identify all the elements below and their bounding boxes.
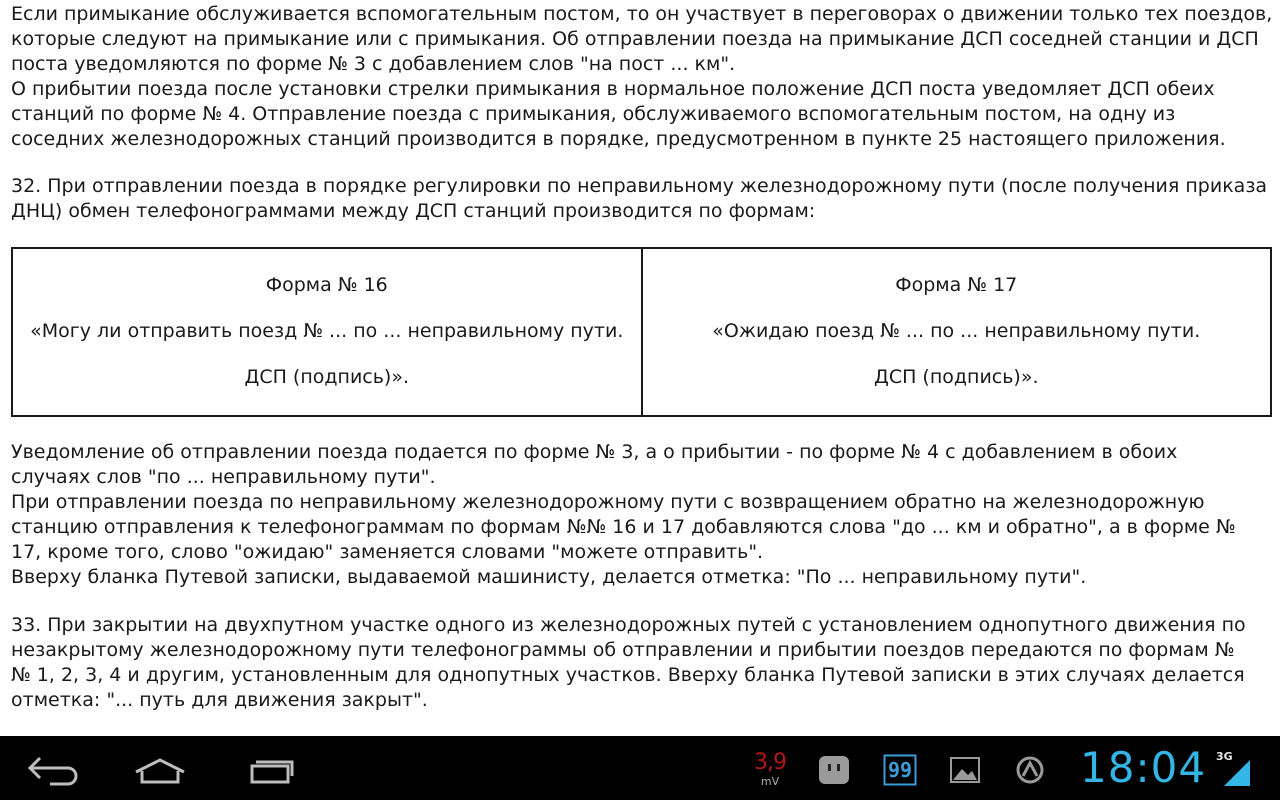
- form-16-title: Форма № 16: [265, 274, 388, 296]
- form-17-signature: ДСП (подпись)».: [873, 366, 1039, 388]
- text-line: Уведомление об отправлении поезда подается по форме № 3, а о прибытии - по форме № 4 с добавлением в обоих: [11, 441, 1178, 463]
- signal-strength-icon[interactable]: [1216, 750, 1256, 788]
- system-bar: [0, 736, 1280, 800]
- cpu-monitor-value: 3,9: [754, 750, 786, 775]
- badge-count: 99: [887, 758, 913, 782]
- form-16-text: «Могу ли отправить поезд № ... по ... неправильному пути.: [30, 320, 624, 342]
- home-button[interactable]: [114, 744, 204, 792]
- form-17-title: Форма № 17: [895, 274, 1018, 296]
- back-arrow-icon: [10, 744, 100, 792]
- talk-bubble-shape: [817, 754, 851, 786]
- text-line: соседних железнодорожных станций производится в порядке, предусмотренном в пункте 25 настоящего приложения.: [11, 128, 1226, 150]
- cpu-monitor-unit: mV: [760, 775, 780, 788]
- form-16-cell: [13, 249, 641, 415]
- form-16-signature: ДСП (подпись)».: [244, 366, 410, 388]
- paragraph-32: [11, 174, 1273, 224]
- avast-icon[interactable]: [1013, 754, 1047, 786]
- form-17-cell: [641, 249, 1271, 415]
- text-line: 17, кроме того, слово "ожидаю" заменяется словами "можете отправить".: [11, 541, 764, 563]
- talk-bubble-icon[interactable]: [817, 754, 851, 786]
- text-line: О прибытии поезда после установки стрелки примыкания в нормальное положение ДСП поста уведомляет ДСП обеих: [11, 78, 1215, 100]
- text-line: ДНЦ) обмен телефонограммами между ДСП станций производится по формам:: [11, 200, 816, 222]
- text-line: № 1, 2, 3, 4 и другим, установленным для однопутных участков. Вверху бланка Путевой записки в этих случаях делается: [11, 664, 1245, 686]
- picture-shape: [948, 754, 982, 786]
- text-line: которые следуют на примыкание или с примыкания. Об отправлении поезда на примыкание ДСП соседней станции и ДСП: [11, 28, 1259, 50]
- recent-apps-button[interactable]: [224, 744, 314, 792]
- avast-shape: [1013, 754, 1047, 786]
- text-line: незакрытому железнодорожному пути телефонограммы об отправлении и прибытии поездов передаются по формам №: [11, 639, 1235, 661]
- forms-table: [11, 247, 1272, 417]
- text-line: отметка: "... путь для движения закрыт".: [11, 689, 428, 711]
- network-type-label: 3G: [1216, 750, 1233, 763]
- text-line: Вверху бланка Путевой записки, выдаваемой машинисту, делается отметка: "По ... неправильному пути".: [11, 566, 1087, 588]
- recent-apps-icon: [224, 744, 314, 792]
- paragraph-junction-post: [11, 2, 1273, 152]
- text-line: станций по форме № 4. Отправление поезда с примыкания, обслуживаемого вспомогательным постом, на одну из: [11, 103, 1176, 125]
- status-clock[interactable]: 18:04: [1080, 743, 1207, 792]
- text-line: случаях слов "по ... неправильному пути".: [11, 466, 436, 488]
- cpu-monitor-widget[interactable]: [748, 750, 792, 790]
- text-line: поста уведомляются по форме № 3 с добавлением слов "на пост ... км".: [11, 53, 736, 75]
- back-button[interactable]: [10, 744, 100, 792]
- paragraph-notification: [11, 440, 1273, 590]
- text-line: 33. При закрытии на двухпутном участке одного из железнодорожных путей с установлением однопутного движения по: [11, 614, 1246, 636]
- text-line: 32. При отправлении поезда в порядке регулировки по неправильному железнодорожному пути (после получения приказа: [11, 175, 1268, 197]
- text-line: При отправлении поезда по неправильному железнодорожному пути с возвращением обратно на железнодорожную: [11, 491, 1205, 513]
- badge-counter-icon[interactable]: [883, 754, 917, 786]
- form-17-text: «Ожидаю поезд № ... по ... неправильному пути.: [712, 320, 1201, 342]
- picture-icon[interactable]: [948, 754, 982, 786]
- text-line: станцию отправления к телефонограммам по формам №№ 16 и 17 добавляются слова "до ... км и обратно", а в форме №: [11, 516, 1236, 538]
- paragraph-33: [11, 613, 1273, 713]
- text-line: Если примыкание обслуживается вспомогательным постом, то он участвует в переговорах о движении только тех поездов,: [11, 3, 1273, 25]
- home-icon: [114, 744, 204, 792]
